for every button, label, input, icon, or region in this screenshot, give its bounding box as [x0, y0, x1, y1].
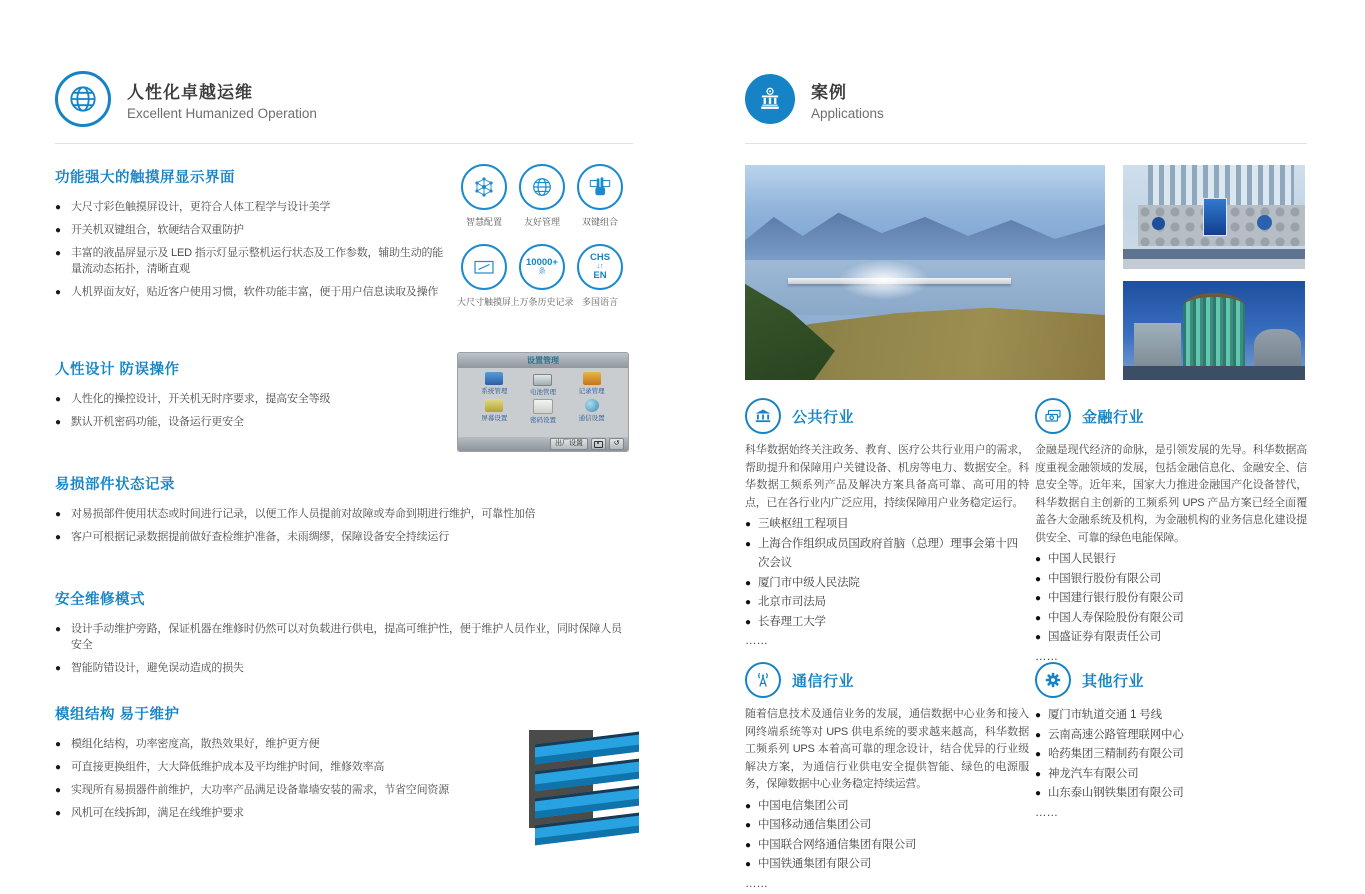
touchscreen-icon — [461, 244, 507, 290]
industry-telecom — [745, 662, 1029, 894]
right-page-title: 案例 — [811, 82, 847, 102]
bullet-item: ● 客户可根据记录数据提前做好查检维护准备，未雨绸缪，保障设备安全持续运行 — [55, 529, 630, 545]
industry-public — [745, 398, 1029, 651]
feature-badge-friendly-mgmt — [513, 164, 571, 228]
industry-list-item: ● 中国人寿保险股份有限公司 — [1035, 609, 1307, 629]
settings-screen-footer — [458, 437, 628, 451]
globe-icon — [519, 164, 565, 210]
bullet-item: ● 人机界面友好，贴近客户使用习惯，软件功能丰富，便于用户信息读取及操作 — [55, 284, 450, 300]
more-ellipsis: …… — [745, 877, 768, 890]
badge-label: 上万条历史记录 — [510, 297, 574, 307]
bullet-item: ● 智能防错设计，避免误动造成的损失 — [55, 660, 630, 676]
bullet-item: ● 对易损部件使用状态或时间进行记录，以便工作人员提前对故障或寿命到期进行维护，可靠性加倍 — [55, 506, 630, 522]
industry-list-item: ● 上海合作组织成员国政府首脑（总理）理事会第十四次会议 — [745, 535, 1029, 574]
right-header-text — [811, 78, 884, 121]
industry-title: 其他行业 — [1082, 672, 1145, 690]
feature-badge-smart-config — [455, 164, 513, 228]
industry-title: 通信行业 — [792, 672, 855, 690]
bullet-list — [55, 736, 510, 821]
module-structure-illustration — [521, 718, 656, 846]
industry-finance — [1035, 398, 1307, 667]
badge-circle-text: ↓↑ — [596, 263, 604, 270]
badge-circle-text: CHS — [589, 252, 611, 263]
bullet-item: ● 实现所有易损器件前维护，大功率产品满足设备靠墙安装的需求，节省空间资源 — [55, 782, 510, 798]
bank-building-icon — [745, 74, 795, 124]
banknotes-icon — [1035, 398, 1071, 434]
settings-item-icon — [533, 399, 553, 414]
feature-badge-two-keys — [571, 164, 629, 228]
badge-circle-text: 条 — [538, 268, 546, 275]
feature-badge-touchscreen — [455, 244, 513, 308]
industry-title: 公共行业 — [792, 408, 855, 426]
settings-screen-item — [519, 372, 568, 396]
industry-other — [1035, 662, 1307, 823]
industry-list-item: ● 中国联合网络通信集团有限公司 — [745, 836, 1029, 856]
bullet-item: ● 丰富的液晶屏显示及 LED 指示灯显示整机运行状态及工作参数，辅助生动的能量流动态拓扑，清晰直观 — [55, 245, 450, 277]
industry-list-item: ● 中国银行股份有限公司 — [1035, 570, 1307, 590]
settings-screen-item — [567, 399, 616, 424]
two-finger-hand-icon — [577, 164, 623, 210]
industry-list-item: ● 三峡枢纽工程项目 — [745, 515, 1029, 535]
section-modular-structure — [55, 703, 510, 828]
industry-list-item: ● 云南高速公路管理联网中心 — [1035, 726, 1307, 746]
settings-icon-grid — [458, 368, 628, 424]
page-right — [745, 70, 1307, 890]
bullet-list — [55, 506, 630, 545]
settings-screen-item — [567, 372, 616, 396]
bullet-list — [55, 621, 630, 676]
section-heading: 安全维修模式 — [55, 592, 145, 608]
bullet-item: ● 风机可在线拆卸，满足在线维护要求 — [55, 805, 510, 821]
industry-list-item: ● 厦门市轨道交通 1 号线 — [1035, 706, 1307, 726]
section-heading: 功能强大的触摸屏显示界面 — [55, 170, 235, 186]
settings-item-icon — [485, 372, 503, 385]
industry-list-item: ● 中国建行银行股份有限公司 — [1035, 589, 1307, 609]
office-towers-photo — [1123, 281, 1305, 380]
right-page-subtitle: Applications — [811, 105, 884, 121]
left-header-divider — [55, 143, 633, 144]
badge-label: 大尺寸触摸屏 — [456, 297, 511, 307]
industry-list-item: ● 北京市司法局 — [745, 593, 1029, 613]
industry-list — [1035, 706, 1307, 804]
industry-list-item: ● 国盛证券有限责任公司 — [1035, 628, 1307, 648]
bullet-item: ● 大尺寸彩色触摸屏设计，更符合人体工程学与设计美学 — [55, 199, 450, 215]
section-human-design — [55, 358, 450, 437]
settings-screen-item — [519, 399, 568, 424]
badge-label: 双键组合 — [581, 217, 618, 227]
factory-settings-button: 出厂设置 — [550, 438, 588, 450]
gear-icon — [1035, 662, 1071, 698]
left-header-text — [127, 78, 317, 121]
industry-list-item: ● 长春理工大学 — [745, 613, 1029, 633]
feature-badge-history-records — [510, 244, 574, 308]
settings-screen-item — [470, 399, 519, 424]
section-heading: 人性设计 防误操作 — [55, 362, 180, 378]
feature-badges — [455, 164, 629, 308]
settings-item-icon — [585, 399, 599, 412]
feature-badge-languages — [571, 244, 629, 308]
industry-list — [1035, 550, 1307, 648]
bullet-item: ● 人性化的操控设计，开关机无时序要求，提高安全等级 — [55, 391, 450, 407]
bank-icon — [745, 398, 781, 434]
bullet-list — [55, 199, 450, 300]
camera-icon — [591, 438, 606, 450]
section-wear-parts-record — [55, 473, 630, 552]
settings-item-label: 通信设置 — [578, 415, 605, 422]
page-left — [55, 70, 633, 860]
three-gorges-dam-photo — [745, 165, 1105, 380]
industry-list-item: ● 中国人民银行 — [1035, 550, 1307, 570]
settings-screen-title: 设置管理 — [458, 353, 628, 368]
left-page-title: 人性化卓越运维 — [127, 82, 253, 102]
section-heading: 易损部件状态记录 — [55, 477, 175, 493]
industry-list-item: ● 厦门市中级人民法院 — [745, 574, 1029, 594]
bank-building-photo — [1123, 165, 1305, 269]
more-ellipsis: …… — [745, 635, 768, 647]
bullet-item: ● 模组化结构，功率密度高，散热效果好，维护更方便 — [55, 736, 510, 752]
settings-item-icon — [485, 399, 503, 412]
industry-list-item: ● 中国电信集团公司 — [745, 797, 1029, 817]
records-count-icon — [519, 244, 565, 290]
settings-screen-image — [457, 352, 629, 452]
settings-item-label: 密码设置 — [529, 417, 556, 424]
industry-paragraph: 科华数据始终关注政务、教育、医疗公共行业用户的需求，帮助提升和保障用户关键设备、机房等电力、数据安全。科华数据工频系列产品及解决方案具备高可靠、高可用的特点，已在各行业内广泛应用，持续保障用户业务稳定运行。 — [745, 444, 1029, 509]
bullet-item: ● 可直接更换组件，大大降低维护成本及平均维护时间，维修效率高 — [55, 759, 510, 775]
right-header — [745, 70, 1307, 128]
network-nodes-icon — [461, 164, 507, 210]
industry-list-item: ● 中国铁通集团有限公司 — [745, 855, 1029, 875]
industry-list-item: ● 山东泰山钢铁集团有限公司 — [1035, 784, 1307, 804]
settings-item-label: 系统管理 — [481, 388, 508, 395]
settings-item-label: 电池管理 — [529, 389, 556, 396]
antenna-icon — [745, 662, 781, 698]
settings-item-label: 记录管理 — [578, 388, 605, 395]
section-safe-maintenance — [55, 588, 630, 683]
industry-list-item: ● 中国移动通信集团公司 — [745, 816, 1029, 836]
section-touchscreen-interface — [55, 166, 450, 307]
industry-paragraph: 随着信息技术及通信业务的发展，通信数据中心业务和接入网终端系统等对 UPS 供电系统的要求越来越高，科华数据工频系列 UPS 本着高可靠的理念设计，结合优异的行业级解决方案，为通信行业供电安全提供智能、绿色的电源服务，保障数据中心业务稳定持续运营。 — [745, 708, 1029, 790]
bullet-list — [55, 391, 450, 430]
badge-circle-text: EN — [593, 270, 607, 281]
bullet-item: ● 开关机双键组合，软硬结合双重防护 — [55, 222, 450, 238]
industry-list — [745, 515, 1029, 632]
industry-list-item: ● 神龙汽车有限公司 — [1035, 765, 1307, 785]
section-heading: 模组结构 易于维护 — [55, 707, 180, 723]
more-ellipsis: …… — [1035, 650, 1058, 663]
settings-screen-item — [470, 372, 519, 396]
left-header — [55, 70, 633, 128]
industry-list-item: ● 哈药集团三精制药有限公司 — [1035, 745, 1307, 765]
language-switch-icon — [577, 244, 623, 290]
right-header-divider — [745, 143, 1307, 144]
industry-title: 金融行业 — [1082, 408, 1145, 426]
settings-item-icon — [583, 372, 601, 385]
industry-paragraph: 金融是现代经济的命脉，是引领发展的先导。科华数据高度重视金融领域的发展，包括金融信息化、金融安全、信息安全等。近年来，国家大力推进金融国产化设备替代，科华数据自主创新的工频系列 UPS 产品方案已经全面覆盖各大金融系统及机构，为金融机构的业务信息化建设提供安全、可靠的绿色电能保障。 — [1035, 444, 1307, 544]
bullet-item: ● 默认开机密码功能，设备运行更安全 — [55, 414, 450, 430]
more-ellipsis: …… — [1035, 806, 1058, 819]
settings-item-icon — [533, 374, 552, 386]
industry-list — [745, 797, 1029, 875]
left-page-subtitle: Excellent Humanized Operation — [127, 105, 317, 121]
badge-label: 智慧配置 — [465, 217, 502, 227]
bullet-item: ● 设计手动维护旁路，保证机器在维修时仍然可以对负载进行供电，提高可维护性，便于维护人员作业，同时保障人员安全 — [55, 621, 630, 653]
badge-label: 友好管理 — [523, 217, 560, 227]
back-icon: ↺ — [609, 438, 624, 450]
globe-icon — [55, 71, 111, 127]
badge-label: 多国语言 — [581, 297, 618, 307]
badge-circle-text: 10000+ — [526, 257, 558, 268]
settings-item-label: 屏幕设置 — [481, 415, 508, 422]
